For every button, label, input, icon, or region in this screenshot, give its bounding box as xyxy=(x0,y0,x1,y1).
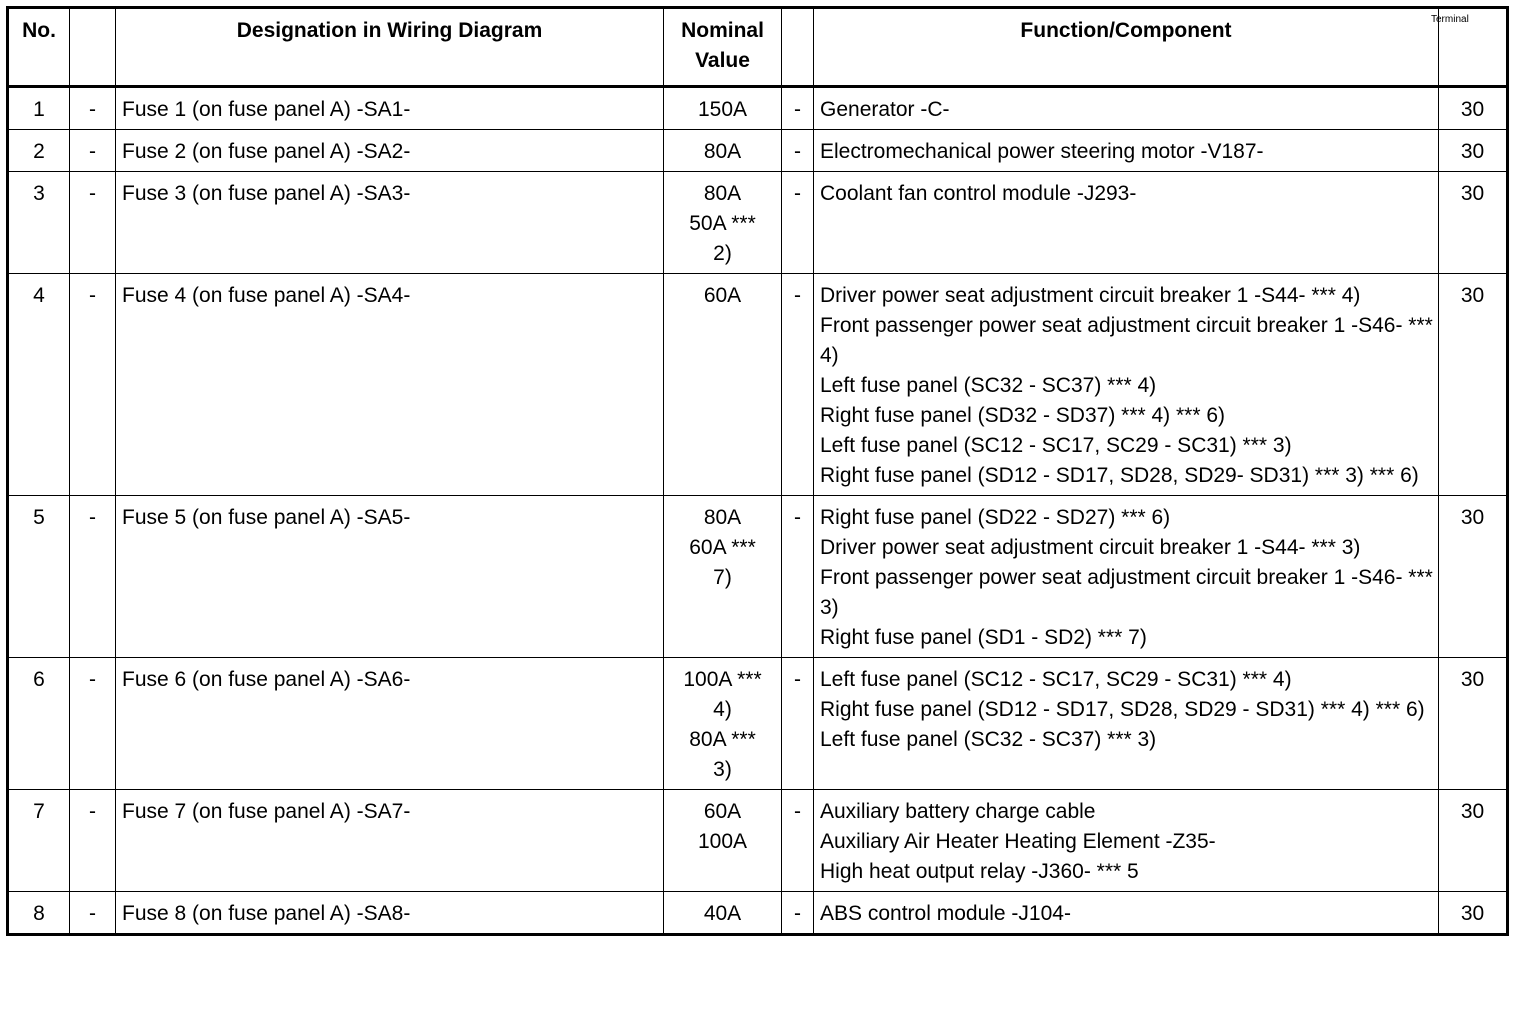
row-dash: - xyxy=(782,496,814,658)
nominal-value-line: 60A xyxy=(703,800,742,823)
fuse-table-page xyxy=(6,6,1506,936)
row-nominal-value xyxy=(664,87,782,130)
function-line: Coolant fan control module -J293- xyxy=(820,182,1137,205)
row-dash: - xyxy=(782,790,814,892)
row-dash: - xyxy=(70,790,116,892)
row-number: 3 xyxy=(8,172,70,274)
header-designation: Designation in Wiring Diagram xyxy=(116,8,664,87)
function-line: Generator -C- xyxy=(820,98,950,121)
row-designation: Fuse 6 (on fuse panel A) -SA6- xyxy=(116,658,664,790)
function-line: Auxiliary Air Heater Heating Element -Z35- xyxy=(820,830,1216,853)
table-body xyxy=(8,87,1508,935)
header-blank-1 xyxy=(70,8,116,87)
row-number: 7 xyxy=(8,790,70,892)
row-dash: - xyxy=(70,87,116,130)
row-designation: Fuse 3 (on fuse panel A) -SA3- xyxy=(116,172,664,274)
row-function-component xyxy=(814,172,1439,274)
row-designation: Fuse 5 (on fuse panel A) -SA5- xyxy=(116,496,664,658)
row-designation: Fuse 2 (on fuse panel A) -SA2- xyxy=(116,130,664,172)
function-line: Left fuse panel (SC12 - SC17, SC29 - SC31) *** 3) xyxy=(820,434,1292,457)
function-line: Driver power seat adjustment circuit breaker 1 -S44- *** 4) xyxy=(820,284,1361,307)
row-number: 4 xyxy=(8,274,70,496)
header-blank-2 xyxy=(782,8,814,87)
row-nominal-value xyxy=(664,790,782,892)
function-line: Right fuse panel (SD32 - SD37) *** 4) *** 6) xyxy=(820,404,1226,427)
row-terminal: 30 xyxy=(1439,496,1508,658)
row-dash: - xyxy=(70,658,116,790)
header-terminal xyxy=(1431,8,1508,87)
nominal-value-line: 100A xyxy=(697,830,748,853)
function-line: Driver power seat adjustment circuit breaker 1 -S44- *** 3) xyxy=(820,536,1361,559)
row-terminal: 30 xyxy=(1439,172,1508,274)
row-terminal: 30 xyxy=(1439,892,1508,935)
row-function-component xyxy=(814,130,1439,172)
table-row xyxy=(8,274,1508,496)
row-number: 1 xyxy=(8,87,70,130)
nominal-value-line: 60A *** xyxy=(689,536,756,559)
row-dash: - xyxy=(70,172,116,274)
header-function-component: Function/Component xyxy=(814,8,1439,87)
row-designation: Fuse 8 (on fuse panel A) -SA8- xyxy=(116,892,664,935)
table-row xyxy=(8,172,1508,274)
function-line: Right fuse panel (SD12 - SD17, SD28, SD29- SD31) *** 3) *** 6) xyxy=(820,464,1419,487)
nominal-value-line: 50A *** xyxy=(689,212,756,235)
nominal-value-line: 80A *** xyxy=(689,728,756,751)
function-line: Left fuse panel (SC12 - SC17, SC29 - SC31) *** 4) xyxy=(820,668,1292,691)
nominal-value-line: 3) xyxy=(713,758,732,781)
row-terminal: 30 xyxy=(1439,790,1508,892)
row-function-component xyxy=(814,790,1439,892)
header-nominal-line1: Nominal xyxy=(681,19,764,42)
function-line: Auxiliary battery charge cable xyxy=(820,800,1096,823)
nominal-value-line: 2) xyxy=(713,242,732,265)
row-terminal: 30 xyxy=(1439,658,1508,790)
header-no: No. xyxy=(8,8,70,87)
row-designation: Fuse 1 (on fuse panel A) -SA1- xyxy=(116,87,664,130)
function-line: Electromechanical power steering motor -V187- xyxy=(820,140,1264,163)
row-nominal-value xyxy=(664,658,782,790)
row-dash: - xyxy=(782,87,814,130)
row-dash: - xyxy=(782,658,814,790)
header-nominal-value xyxy=(664,8,782,87)
row-terminal: 30 xyxy=(1439,130,1508,172)
function-line: ABS control module -J104- xyxy=(820,902,1071,925)
nominal-value-line: 80A xyxy=(703,140,742,163)
row-number: 8 xyxy=(8,892,70,935)
row-nominal-value xyxy=(664,496,782,658)
row-dash: - xyxy=(70,274,116,496)
row-function-component xyxy=(814,892,1439,935)
row-designation: Fuse 7 (on fuse panel A) -SA7- xyxy=(116,790,664,892)
row-function-component xyxy=(814,274,1439,496)
table-row xyxy=(8,892,1508,935)
row-number: 6 xyxy=(8,658,70,790)
nominal-value-line: 4) xyxy=(713,698,732,721)
function-line: Right fuse panel (SD1 - SD2) *** 7) xyxy=(820,626,1147,649)
table-row xyxy=(8,790,1508,892)
row-nominal-value xyxy=(664,130,782,172)
row-terminal: 30 xyxy=(1439,87,1508,130)
nominal-value-line: 80A xyxy=(703,506,742,529)
row-dash: - xyxy=(70,892,116,935)
row-function-component xyxy=(814,496,1439,658)
table-row xyxy=(8,496,1508,658)
fuse-assignment-table xyxy=(6,6,1509,936)
function-line: Front passenger power seat adjustment circuit breaker 1 -S46- *** 3) xyxy=(820,566,1433,619)
function-line: Right fuse panel (SD12 - SD17, SD28, SD29 - SD31) *** 4) *** 6) xyxy=(820,698,1425,721)
row-dash: - xyxy=(782,892,814,935)
row-nominal-value xyxy=(664,892,782,935)
row-dash: - xyxy=(782,172,814,274)
row-function-component xyxy=(814,87,1439,130)
table-row xyxy=(8,130,1508,172)
header-terminal-label: Terminal xyxy=(1431,14,1469,25)
row-dash: - xyxy=(70,130,116,172)
table-row xyxy=(8,87,1508,130)
function-line: Left fuse panel (SC32 - SC37) *** 4) xyxy=(820,374,1157,397)
nominal-value-line: 7) xyxy=(713,566,732,589)
row-dash: - xyxy=(782,274,814,496)
nominal-value-line: 60A xyxy=(703,284,742,307)
row-nominal-value xyxy=(664,274,782,496)
function-line: Front passenger power seat adjustment circuit breaker 1 -S46- *** 4) xyxy=(820,314,1433,367)
table-row xyxy=(8,658,1508,790)
row-dash: - xyxy=(70,496,116,658)
row-designation: Fuse 4 (on fuse panel A) -SA4- xyxy=(116,274,664,496)
row-function-component xyxy=(814,658,1439,790)
nominal-value-line: 150A xyxy=(697,98,748,121)
function-line: Left fuse panel (SC32 - SC37) *** 3) xyxy=(820,728,1157,751)
row-terminal: 30 xyxy=(1439,274,1508,496)
table-header-row xyxy=(8,8,1508,87)
nominal-value-line: 100A *** xyxy=(683,668,762,691)
row-dash: - xyxy=(782,130,814,172)
row-number: 2 xyxy=(8,130,70,172)
nominal-value-line: 40A xyxy=(703,902,742,925)
nominal-value-line: 80A xyxy=(703,182,742,205)
function-line: High heat output relay -J360- *** 5 xyxy=(820,860,1139,883)
header-nominal-line2: Value xyxy=(695,49,750,72)
row-number: 5 xyxy=(8,496,70,658)
row-nominal-value xyxy=(664,172,782,274)
function-line: Right fuse panel (SD22 - SD27) *** 6) xyxy=(820,506,1171,529)
